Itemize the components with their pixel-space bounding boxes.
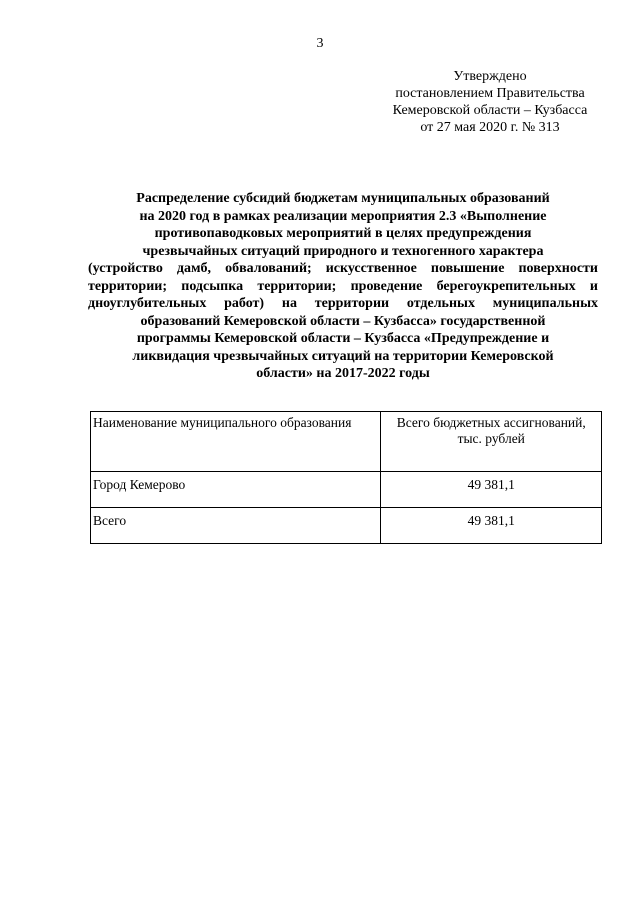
page-number: 3 — [316, 36, 324, 51]
title-line: территории; подсыпка территории; проведение берегоукрепительных и — [88, 278, 598, 294]
approval-line: Кемеровской области – Кузбасса — [392, 103, 588, 118]
title-line: чрезвычайных ситуаций природного и техногенного характера — [142, 243, 544, 259]
total-amount: 49 381,1 — [381, 508, 602, 544]
title-line: ликвидация чрезвычайных ситуаций на территории Кемеровской — [132, 348, 554, 364]
title-line: области» на 2017-2022 годы — [256, 366, 430, 381]
table-row — [91, 472, 602, 508]
title-line: образований Кемеровской области – Кузбасса» государственной — [140, 313, 546, 329]
approval-line: от 27 мая 2020 г. № 313 — [420, 120, 560, 135]
table-row-total — [91, 508, 602, 544]
title-line: противопаводковых мероприятий в целях предупреждения — [154, 226, 532, 241]
municipality-name: Город Кемерово — [91, 472, 381, 508]
allocation-amount: 49 381,1 — [381, 472, 602, 508]
title-line: (устройство дамб, обвалований; искусственное повышение поверхности — [88, 261, 598, 276]
header-municipality: Наименование муниципального образования — [91, 412, 381, 472]
header-total-allocations: Всего бюджетных ассигнований, тыс. рублей — [381, 412, 602, 472]
approval-line: постановлением Правительства — [395, 86, 585, 101]
title-line: дноуглубительных работ) на территории отдельных муниципальных — [88, 296, 598, 311]
total-label: Всего — [91, 508, 381, 544]
table-header-row — [91, 412, 602, 472]
document-title — [88, 190, 598, 383]
title-line: Распределение субсидий бюджетам муниципальных образований — [136, 191, 550, 206]
approval-line: Утверждено — [453, 69, 527, 84]
budget-table — [90, 411, 602, 544]
approval-stamp — [370, 68, 610, 136]
title-line: на 2020 год в рамках реализации мероприятия 2.3 «Выполнение — [139, 208, 547, 224]
title-line: программы Кемеровской области – Кузбасса «Предупреждение и — [136, 331, 550, 346]
